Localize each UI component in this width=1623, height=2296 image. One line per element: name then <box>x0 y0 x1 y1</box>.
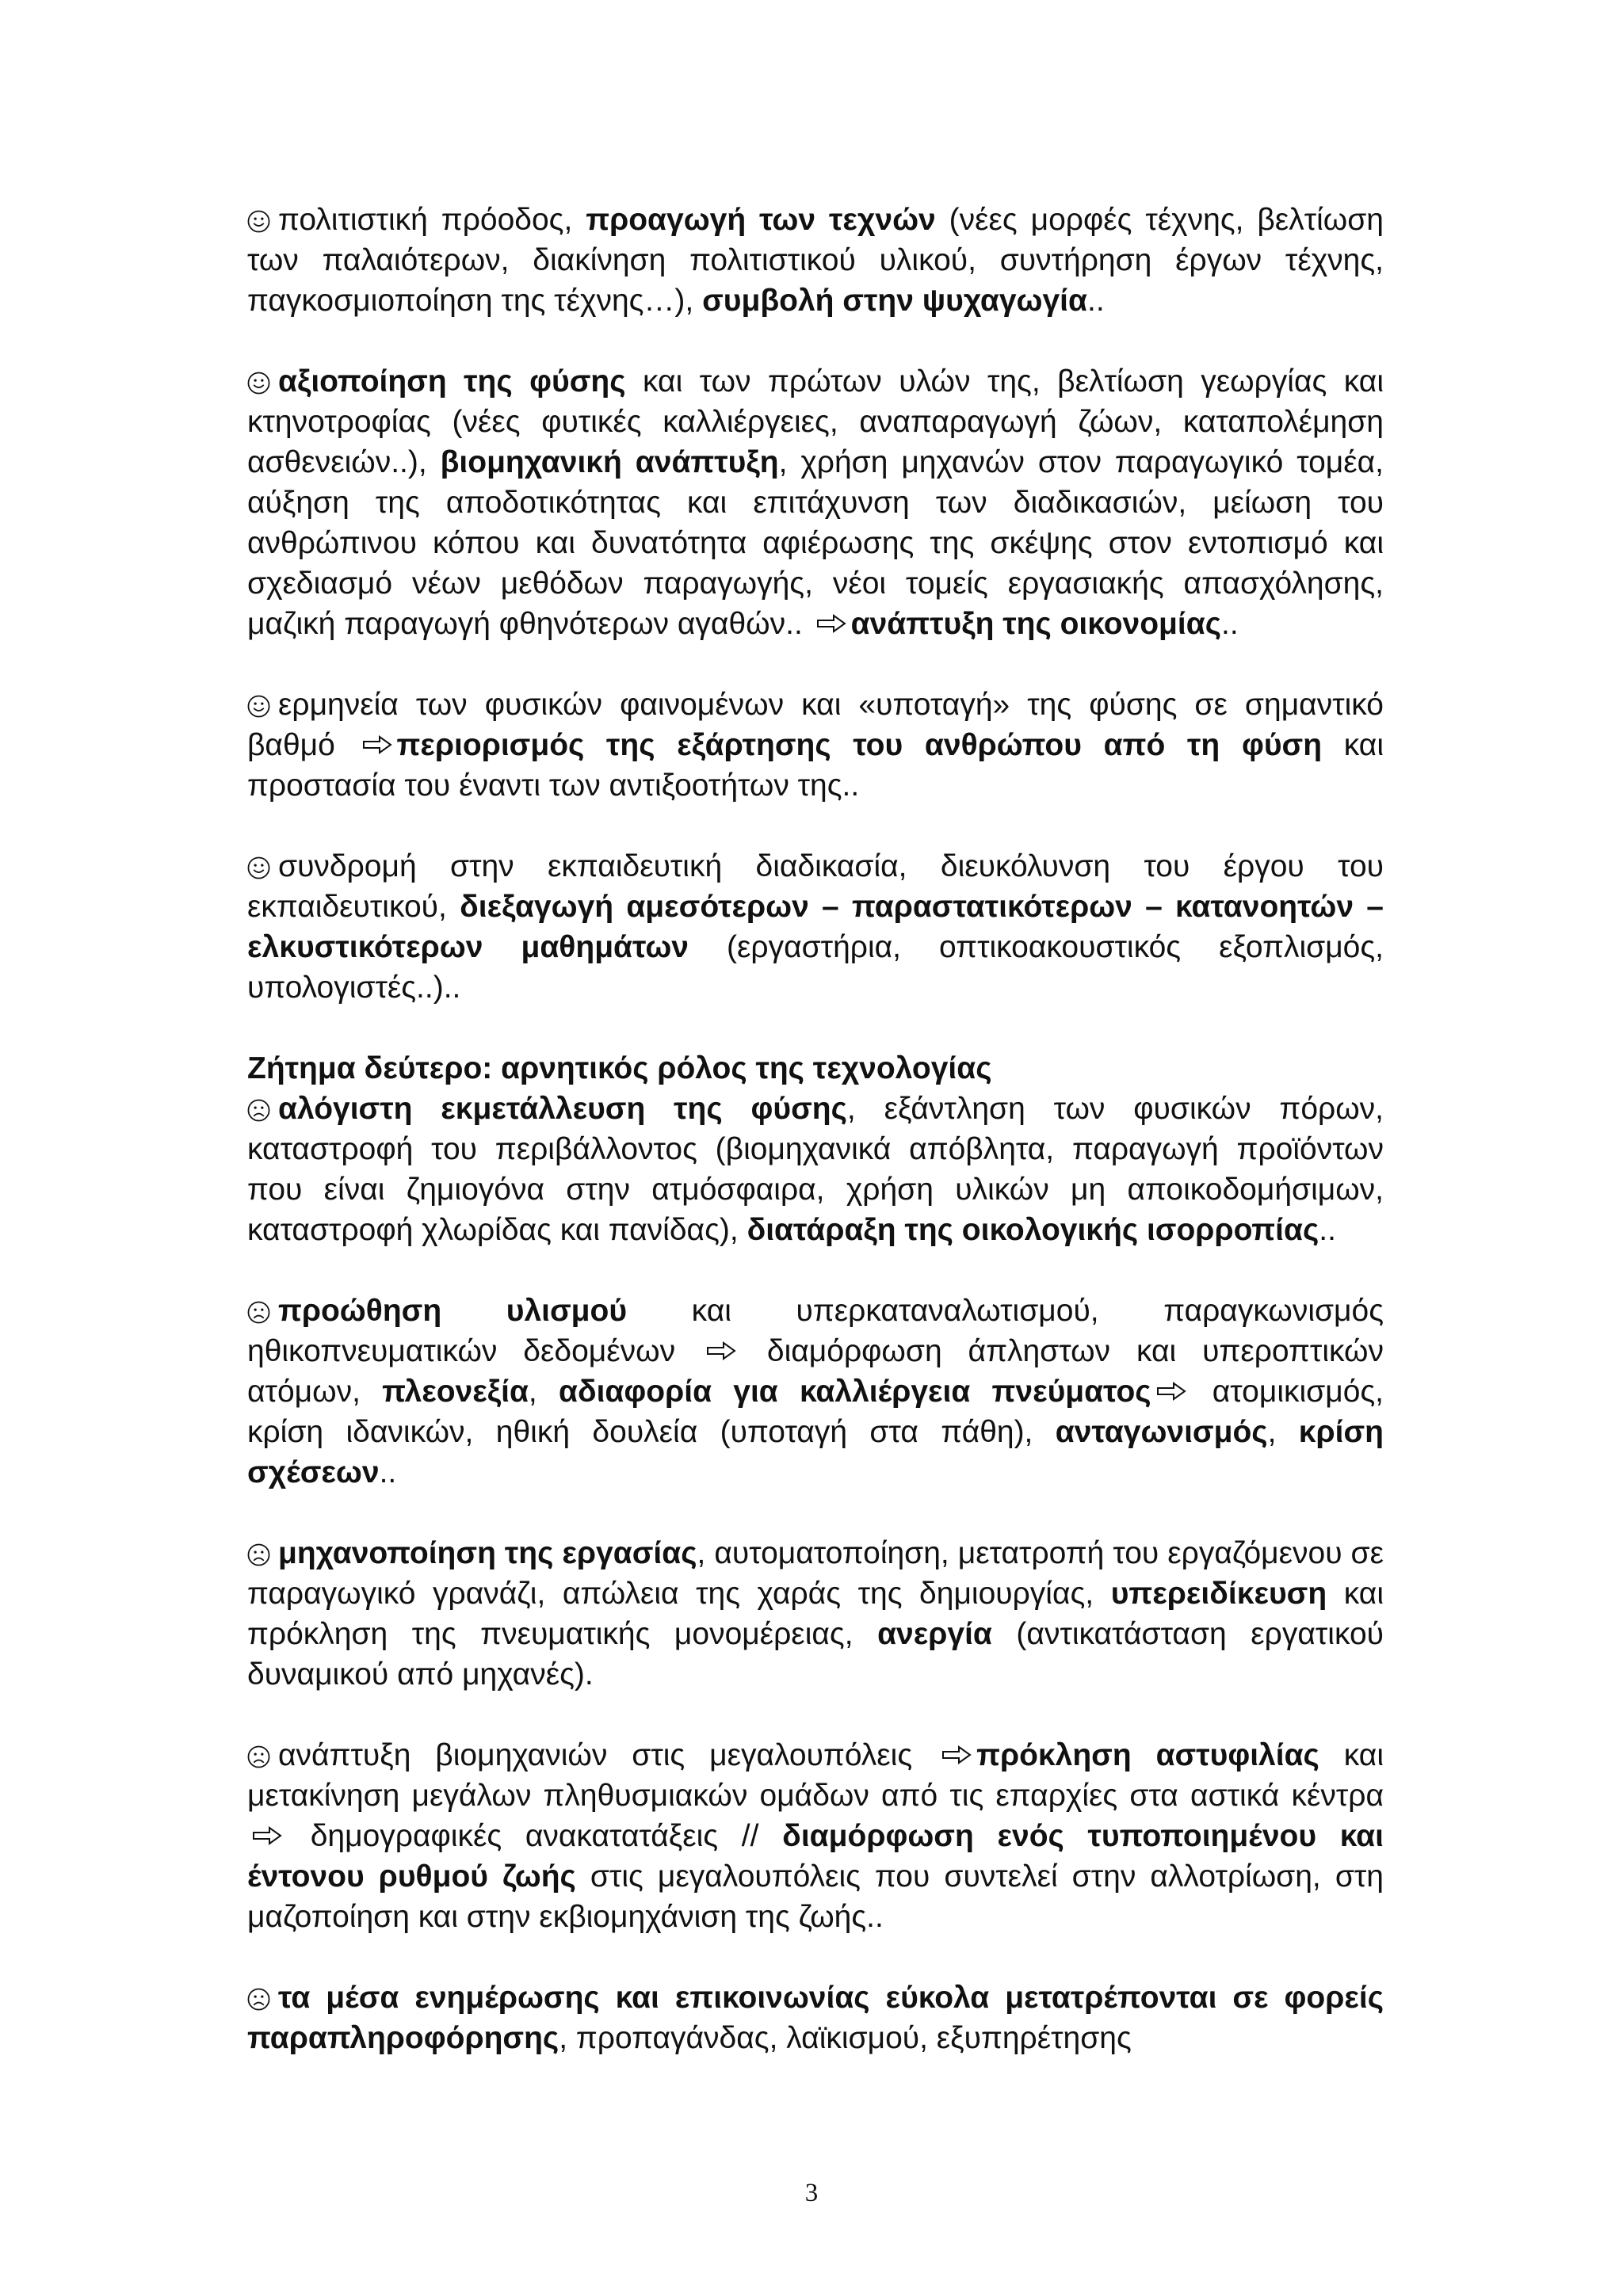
text: ατομικισμός, κρίση ιδανικών, ηθική δουλεία (υποταγή στα πάθη), <box>247 1375 1384 1449</box>
text: .. <box>1319 1213 1336 1247</box>
hollow-right-arrow-icon <box>816 614 846 633</box>
bold-text: προώθηση υλισμού <box>278 1294 628 1328</box>
bold-text: πλεονεξία <box>382 1375 529 1409</box>
hollow-right-arrow-icon <box>362 735 392 754</box>
paragraph-materialism <box>247 1291 1384 1493</box>
text: (αντικατάσταση εργατικού δυναμικού από μηχανές). <box>247 1617 1384 1691</box>
text: .. <box>379 1455 397 1489</box>
text: , αυτοματοποίηση, μετατροπή του εργαζόμενου σε παραγωγικό γρανάζι, απώλεια της χαράς της δημιουργίας, <box>247 1536 1384 1611</box>
text: διαμόρφωση άπληστων και υπεροπτικών ατόμων, <box>247 1334 1384 1409</box>
text: (εργαστήρια, οπτικοακουστικός εξοπλισμός, υπολογιστές..).. <box>247 930 1384 1005</box>
bold-text: ανάπτυξη της οικονομίας <box>850 607 1221 641</box>
bold-text: υπερειδίκευση <box>1110 1577 1327 1611</box>
text: , <box>1267 1415 1299 1449</box>
text: δημογραφικές ανακατατάξεις // <box>287 1819 783 1853</box>
page-number: 3 <box>804 2179 819 2207</box>
text: στις μεγαλουπόλεις που συντελεί στην αλλοτρίωση, στη μαζοποίηση και στην εκβιομηχάνιση της ζωής.. <box>247 1859 1384 1934</box>
smiling-face-icon <box>247 695 270 718</box>
smiling-face-icon <box>247 210 270 233</box>
text: ερμηνεία των φυσικών φαινομένων και «υποταγή» της φύσης σε σημαντικό βαθμό <box>247 688 1384 762</box>
frowning-face-icon <box>247 1543 270 1566</box>
paragraph-urbanization <box>247 1735 1384 1937</box>
text: , εξάντληση των φυσικών πόρων, καταστροφή του περιβάλλοντος (βιομηχανικά απόβλητα, παραγωγή προϊόντων που είναι ζημιογόνα στην ατμόσφαιρα, χρήση υλικών μη αποικοδομήσιμων, καταστροφή χλωρίδας και πανίδας), <box>247 1092 1384 1247</box>
bold-text: διαμόρφωση ενός τυποποιημένου και έντονου ρυθμού ζωής <box>247 1819 1384 1894</box>
frowning-face-icon <box>247 1988 270 2011</box>
text: και των πρώτων υλών της, βελτίωση γεωργίας και κτηνοτροφίας (νέες φυτικές καλλιέργειες, αναπαραγωγή ζώων, καταπολέμηση ασθενειών..), <box>247 364 1384 479</box>
text: και προστασία του έναντι των αντιξοοτήτων της.. <box>247 728 1384 803</box>
bold-text: αξιοποίηση της φύσης <box>278 364 626 399</box>
frowning-face-icon <box>247 1301 270 1324</box>
paragraph-cultural-progress <box>247 200 1384 321</box>
bold-text: προαγωγή των τεχνών <box>586 203 936 237</box>
bold-text: μηχανοποίηση της εργασίας <box>278 1536 697 1570</box>
bold-text: συμβολή στην ψυχαγωγία <box>702 284 1087 318</box>
text: και υπερκαταναλωτισμού, παραγκωνισμός ηθικοπνευματικών δεδομένων <box>247 1294 1384 1368</box>
section-heading: Ζήτημα δεύτερο: αρνητικός ρόλος της τεχνολογίας <box>247 1051 992 1085</box>
hollow-right-arrow-icon <box>252 1826 282 1845</box>
bold-text: ανεργία <box>877 1617 992 1651</box>
paragraph-education <box>247 846 1384 1008</box>
bold-text: αλόγιστη εκμετάλλευση της φύσης <box>278 1092 847 1126</box>
text: .. <box>1086 284 1105 318</box>
frowning-face-icon <box>247 1099 270 1122</box>
frowning-face-icon <box>247 1745 270 1768</box>
paragraph-mechanization <box>247 1533 1384 1695</box>
bold-text: πρόκληση αστυφιλίας <box>976 1738 1319 1772</box>
smiling-face-icon <box>247 856 270 879</box>
bold-text: κρίση σχέσεων <box>247 1415 1384 1489</box>
bold-text: ανταγωνισμός <box>1055 1415 1268 1449</box>
text: (νέες μορφές τέχνης, βελτίωση των παλαιότερων, διακίνηση πολιτιστικού υλικού, συντήρηση έργων τέχνης, παγκοσμιοποίηση της τέχνης…), <box>247 203 1384 318</box>
hollow-right-arrow-icon <box>941 1745 972 1764</box>
smiling-face-icon <box>247 372 270 395</box>
paragraph-media <box>247 1978 1384 2058</box>
paragraph-natural-phenomena <box>247 685 1384 806</box>
text: .. <box>1221 607 1239 641</box>
page-content <box>247 200 1384 2058</box>
text: και μετακίνηση μεγάλων πληθυσμιακών ομάδων από τις επαρχίες στα αστικά κέντρα <box>247 1738 1384 1813</box>
bold-text: διατάραξη της οικολογικής ισορροπίας <box>747 1213 1319 1247</box>
text: πολιτιστική πρόοδος, <box>278 203 586 237</box>
text: , <box>528 1375 559 1409</box>
bold-text: περιορισμός της εξάρτησης του ανθρώπου από τη φύση <box>396 728 1323 762</box>
bold-text: αδιαφορία για καλλιέργεια πνεύματος <box>558 1375 1151 1409</box>
hollow-right-arrow-icon <box>706 1341 736 1360</box>
text: συνδρομή στην εκπαιδευτική διαδικασία, διευκόλυνση του έργου του εκπαιδευτικού, <box>247 849 1384 924</box>
text: , προπαγάνδας, λαϊκισμού, εξυπηρέτησης <box>559 2021 1132 2055</box>
text: , χρήση μηχανών στον παραγωγικό τομέα, αύξηση της αποδοτικότητας και επιτάχυνση των διαδικασιών, μείωση του ανθρώπινου κόπου και δυνατότητα αφιέρωσης της σκέψης στον εντοπισμό και σχεδιασμό νέων μεθόδων παραγωγής, νέοι τομείς εργασιακής απασχόλησης, μαζική παραγωγή φθηνότερων αγαθών.. <box>247 445 1384 641</box>
bold-text: τα μέσα ενημέρωσης και επικοινωνίας εύκολα μετατρέπονται σε φορείς παραπληροφόρησης <box>247 1981 1384 2055</box>
bold-text: βιομηχανική ανάπτυξη <box>440 445 779 479</box>
paragraph-nature-exploitation <box>247 361 1384 644</box>
hollow-right-arrow-icon <box>1156 1382 1186 1401</box>
text: ανάπτυξη βιομηχανιών στις μεγαλουπόλεις <box>278 1738 938 1772</box>
text: και πρόκληση της πνευματικής μονομέρειας, <box>247 1577 1384 1651</box>
paragraph-nature-depletion <box>247 1089 1384 1250</box>
bold-text: διεξαγωγή αμεσότερων – παραστατικότερων – κατανοητών – ελκυστικότερων μαθημάτων <box>247 890 1384 964</box>
